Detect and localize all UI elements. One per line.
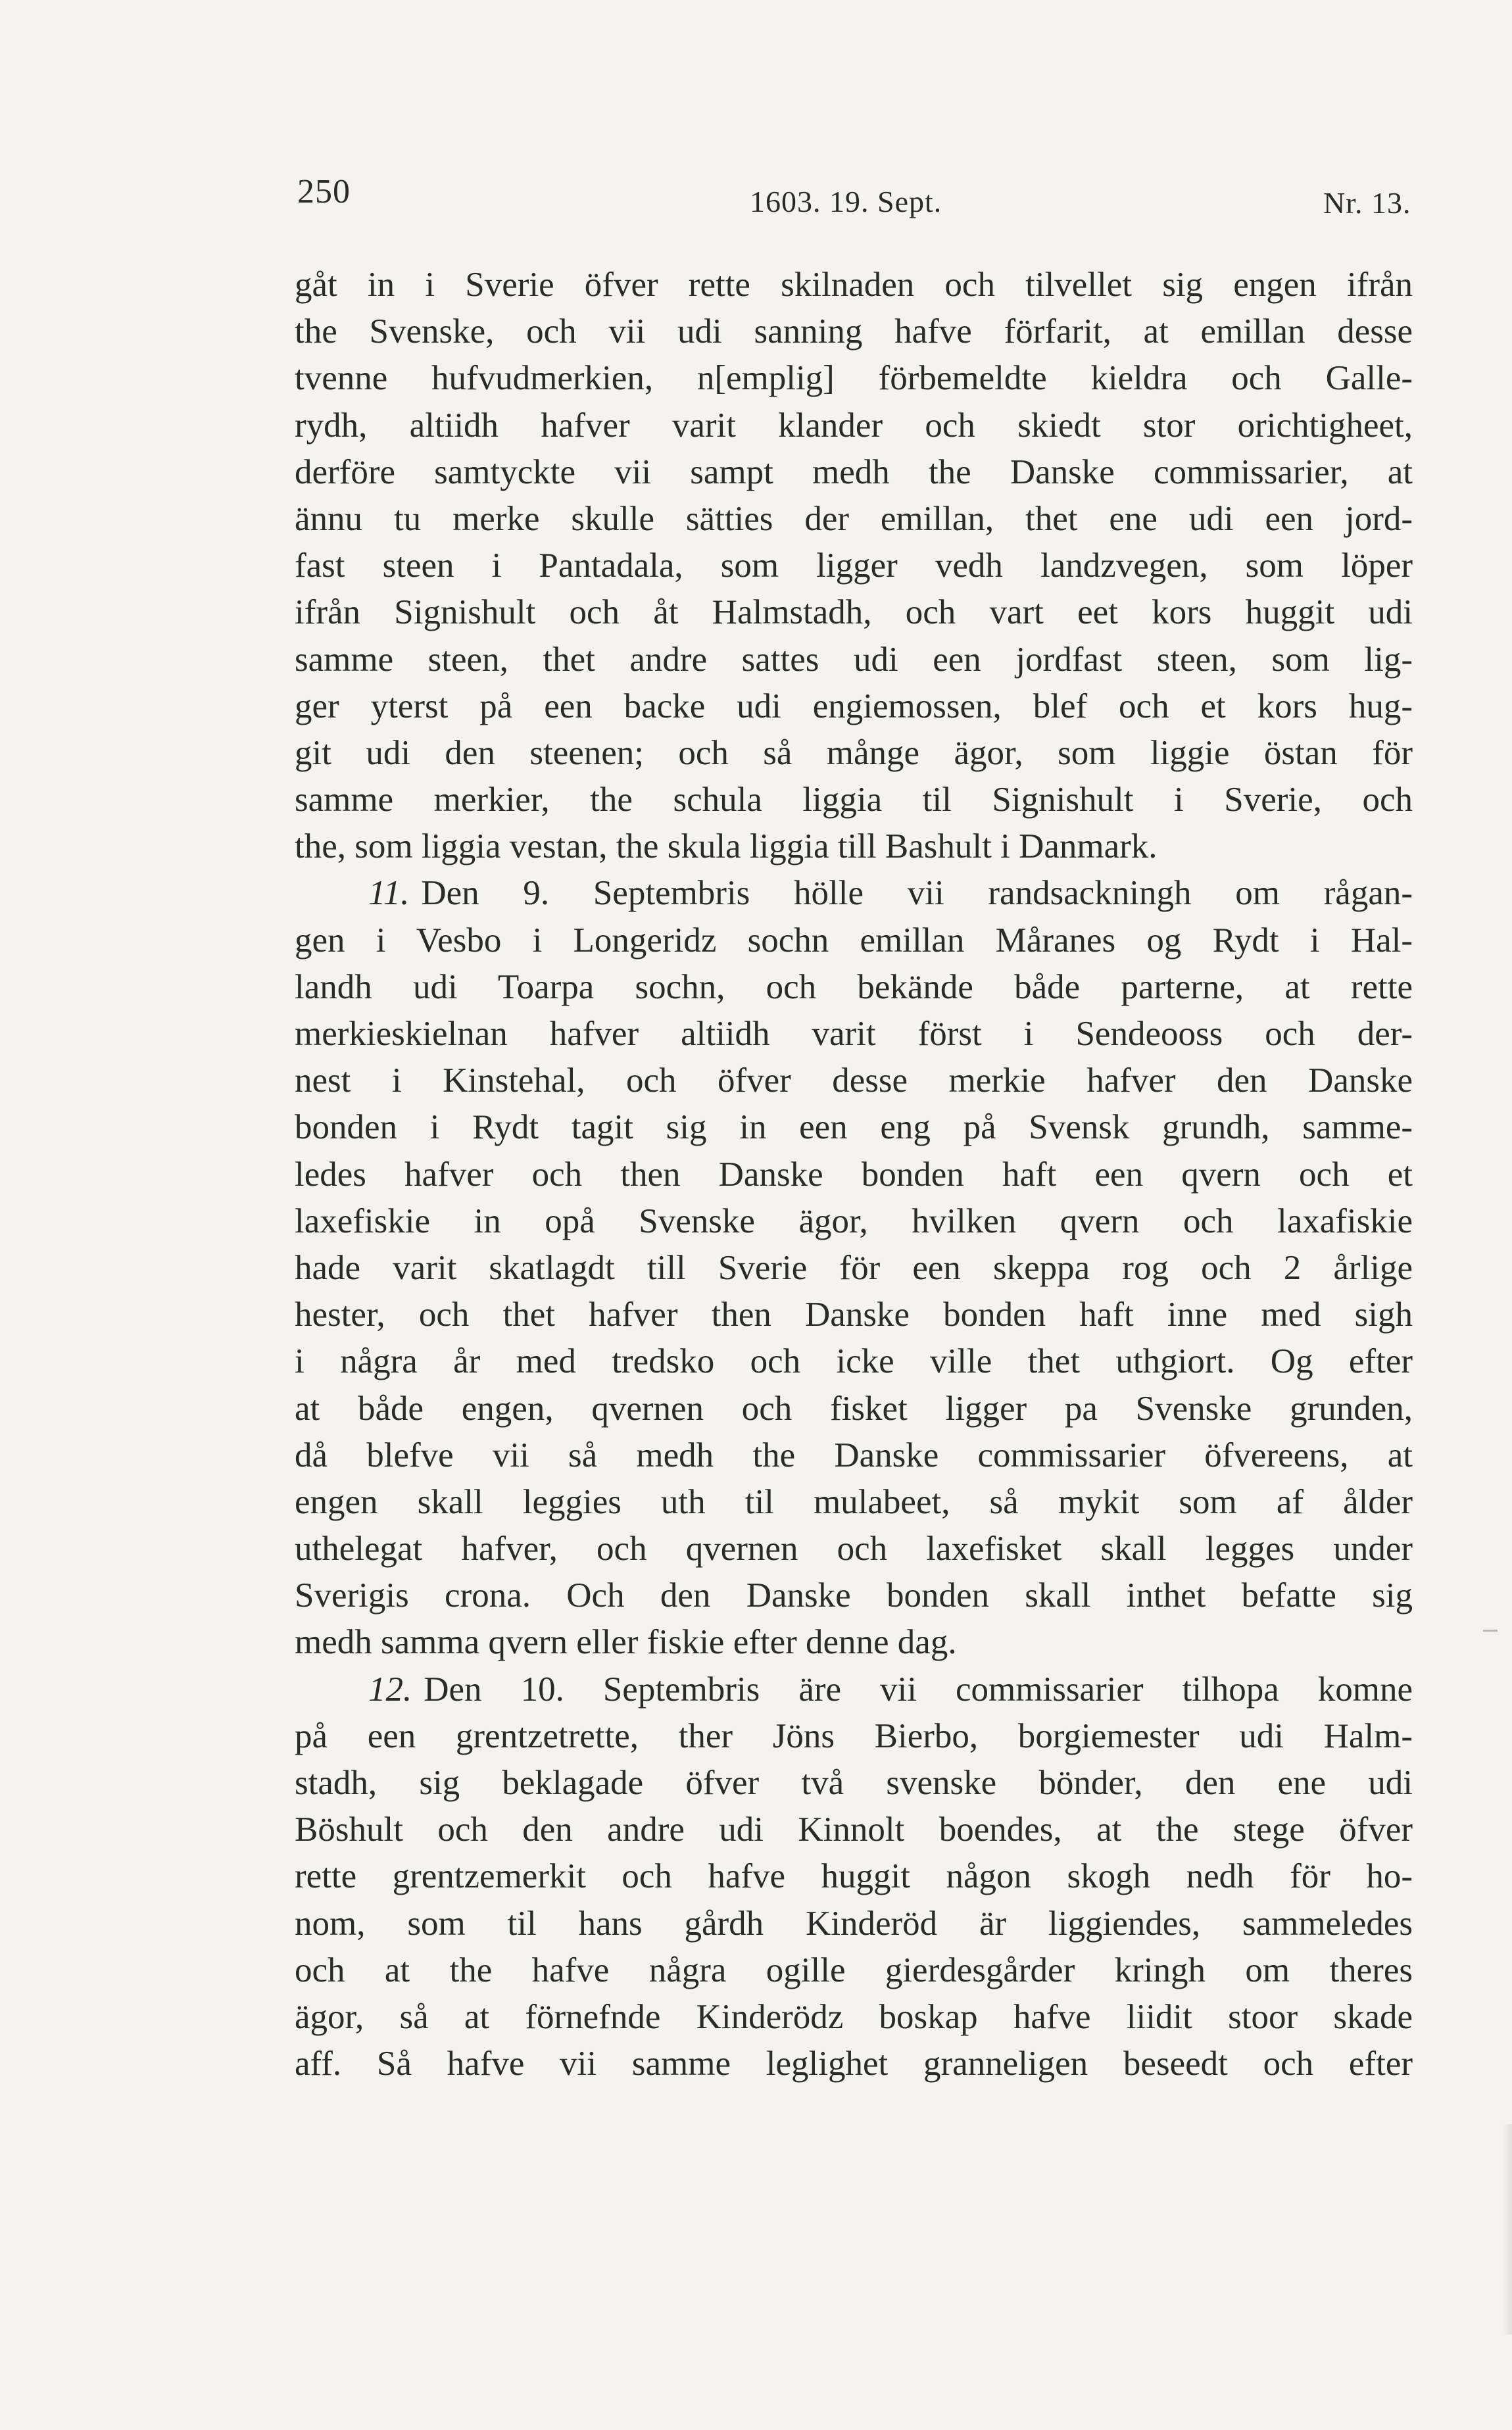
text-line: [295, 449, 1413, 496]
line-text: Böshult och den andre udi Kinnolt boendes, at the stege öfver: [295, 1810, 1413, 1849]
page-number: 250: [297, 173, 351, 210]
document-number: Nr. 13.: [1323, 186, 1411, 220]
line-text: laxefiskie in opå Svenske ägor, hvilken qvern och laxafiskie: [295, 1202, 1413, 1240]
text-line: [295, 1338, 1413, 1385]
running-header: [0, 0, 1512, 237]
text-line: [295, 1901, 1413, 1947]
text-line: [295, 964, 1413, 1011]
line-text: derföre samtyckte vii sampt medh the Danske commissarier, at: [295, 452, 1413, 491]
text-line: [295, 1198, 1413, 1245]
section-number: 12.: [368, 1670, 412, 1709]
line-text: och at the hafve några ogille gierdesgårder kringh om theres: [295, 1951, 1413, 1989]
text-line: [295, 1245, 1413, 1292]
line-text: Den 9. Septembris hölle vii randsackningh om rågan-: [421, 874, 1413, 913]
text-line: [295, 777, 1413, 823]
text-line: [295, 308, 1413, 355]
line-text: git udi den steenen; och så månge ägor, som liggie östan för: [295, 733, 1413, 772]
line-text: nom, som til hans gårdh Kinderöd är liggiendes, sammeledes: [295, 1904, 1413, 1943]
header-date: 1603. 19. Sept.: [750, 185, 942, 218]
line-text: medh samma qvern eller fiskie efter denne dag.: [295, 1623, 957, 1662]
line-text: the Svenske, och vii udi sanning hafve förfarit, at emillan desse: [295, 312, 1413, 351]
text-line: [295, 1057, 1413, 1104]
text-line: [295, 917, 1413, 964]
line-text: rette grentzemerkit och hafve huggit någon skogh nedh för ho-: [295, 1857, 1413, 1896]
line-text: merkieskielnan hafver altiidh varit först i Sendeooss och der-: [295, 1015, 1413, 1053]
line-text: landh udi Toarpa sochn, och bekände både parterne, at rette: [295, 967, 1413, 1006]
text-line: [295, 1760, 1413, 1807]
line-text: ger yterst på een backe udi engiemossen, blef och et kors hug-: [295, 687, 1413, 725]
text-line: [295, 2041, 1413, 2087]
line-text: rydh, altiidh hafver varit klander och skiedt stor orichtigheet,: [295, 406, 1413, 445]
line-text: samme merkier, the schula liggia til Signishult i Sverie, och: [295, 781, 1413, 819]
text-line: [295, 1853, 1413, 1900]
text-line: [295, 1386, 1413, 1432]
line-text: tvenne hufvudmerkien, n[emplig] förbemeldte kieldra och Galle-: [295, 359, 1413, 398]
line-text: ägor, så at förnefnde Kinderödz boskap hafve liidit stoor skade: [295, 1997, 1413, 2036]
text-line: [295, 1104, 1413, 1151]
text-line: [295, 589, 1413, 636]
line-text: i några år med tredsko och icke ville thet uthgiort. Og efter: [295, 1342, 1413, 1381]
text-line: [295, 402, 1413, 449]
line-text: bonden i Rydt tagit sig in een eng på Svensk grundh, samme-: [295, 1108, 1413, 1147]
section-first-line: [295, 870, 1413, 917]
text-line: [295, 1432, 1413, 1479]
text-line: [295, 1292, 1413, 1338]
line-text: engen skall leggies uth til mulabeet, så mykit som af ålder: [295, 1482, 1413, 1521]
text-line: [295, 730, 1413, 777]
line-text: the, som liggia vestan, the skula liggia till Bashult i Danmark.: [295, 827, 1158, 866]
line-text: hester, och thet hafver then Danske bonden haft inne med sigh: [295, 1296, 1413, 1334]
line-text: på een grentzetrette, ther Jöns Bierbo, borgiemester udi Halm-: [295, 1716, 1413, 1755]
text-line: [295, 262, 1413, 308]
text-line: [295, 1713, 1413, 1760]
line-text: at både engen, qvernen och fisket ligger pa Svenske grunden,: [295, 1389, 1413, 1428]
section-number: 11.: [368, 874, 410, 913]
body-text: [295, 262, 1413, 2087]
page-edge-shadow: [1503, 2124, 1512, 2335]
line-text: gen i Vesbo i Longeridz sochn emillan Måranes og Rydt i Hal-: [295, 921, 1413, 960]
line-text: Sverigis crona. Och den Danske bonden skall inthet befatte sig: [295, 1576, 1413, 1615]
text-line: [295, 1807, 1413, 1853]
text-line: [295, 683, 1413, 730]
line-text: samme steen, thet andre sattes udi een jordfast steen, som lig-: [295, 640, 1413, 679]
text-line: [295, 1011, 1413, 1057]
line-text: hade varit skatlagdt till Sverie för een skeppa rog och 2 årlige: [295, 1248, 1413, 1287]
line-text: Den 10. Septembris äre vii commissarier tilhopa komne: [424, 1670, 1413, 1709]
text-line: [295, 543, 1413, 589]
text-line: [295, 1479, 1413, 1526]
line-text: ifrån Signishult och åt Halmstadh, och vart eet kors huggit udi: [295, 593, 1413, 632]
line-text: aff. Så hafve vii samme leglighet granneligen beseedt och efter: [295, 2045, 1413, 2083]
section-first-line: [295, 1666, 1413, 1713]
text-line: [295, 355, 1413, 402]
text-line: [295, 637, 1413, 683]
text-line: [295, 1994, 1413, 2041]
line-text: fast steen i Pantadala, som ligger vedh landzvegen, som löper: [295, 547, 1413, 585]
text-line: [295, 823, 1413, 870]
line-text: nest i Kinstehal, och öfver desse merkie hafver den Danske: [295, 1061, 1413, 1100]
text-line: [295, 1572, 1413, 1619]
line-text: ännu tu merke skulle sätties der emillan, thet ene udi een jord-: [295, 499, 1413, 538]
text-line: [295, 1526, 1413, 1572]
line-text: ledes hafver och then Danske bonden haft een qvern och et: [295, 1155, 1413, 1194]
margin-mark: [1483, 1630, 1498, 1632]
line-text: gåt in i Sverie öfver rette skilnaden och tilvellet sig engen ifrån: [295, 266, 1413, 304]
line-text: då blefve vii så medh the Danske commissarier öfvereens, at: [295, 1436, 1413, 1474]
line-text: stadh, sig beklagade öfver två svenske bönder, den ene udi: [295, 1764, 1413, 1802]
line-text: uthelegat hafver, och qvernen och laxefisket skall legges under: [295, 1530, 1413, 1568]
text-line: [295, 1947, 1413, 1994]
text-line: [295, 1619, 1413, 1666]
text-line: [295, 496, 1413, 543]
text-line: [295, 1152, 1413, 1198]
